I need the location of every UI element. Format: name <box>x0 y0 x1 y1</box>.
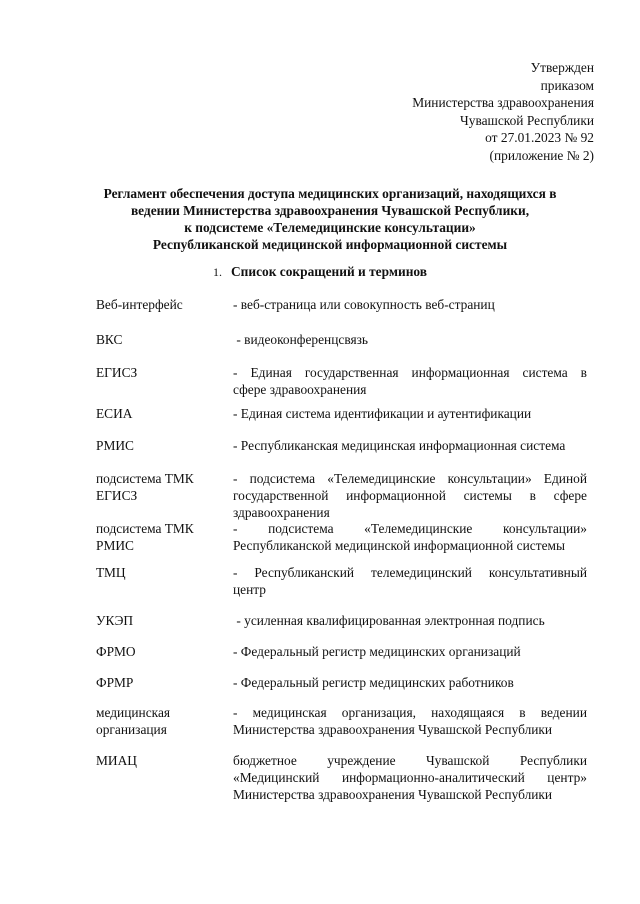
approval-line: приказом <box>540 77 594 93</box>
glossary-definition <box>233 564 587 598</box>
glossary-definition <box>233 331 587 348</box>
definition-line: - подсистема «Телемедицинские консультации» <box>233 521 587 536</box>
title-line: Регламент обеспечения доступа медицинских организаций, находящихся в <box>103 186 557 201</box>
definition-line: - Республиканская медицинская информационная система <box>233 438 566 453</box>
glossary-term <box>96 674 216 691</box>
definition-line: - видеоконференцсвязь <box>233 332 369 347</box>
glossary-definition <box>233 364 587 398</box>
definition-line: здравоохранения <box>233 505 330 520</box>
approval-line: Министерства здравоохранения <box>412 95 594 110</box>
definition-line: - усиленная квалифицированная электронная подпись <box>233 613 545 628</box>
definition-line: - Федеральный регистр медицинских организаций <box>233 644 521 659</box>
definition-line: - Единая система идентификации и аутентификации <box>233 406 532 421</box>
definition-line: - веб-страница или совокупность веб-страниц <box>233 297 495 312</box>
title-line: ведении Министерства здравоохранения Чувашской Республики, <box>130 203 530 218</box>
glossary-definition <box>233 674 587 691</box>
term-line: ФРМР <box>96 675 134 690</box>
definition-line: Республиканской медицинской информационной системы <box>233 538 565 553</box>
title-line: к подсистеме «Телемедицинские консультации» <box>184 220 476 235</box>
glossary-definition <box>233 752 587 803</box>
definition-line: Министерства здравоохранения Чувашской Республики <box>233 722 553 737</box>
section-title: Список сокращений и терминов <box>230 264 427 279</box>
glossary-definition <box>233 520 587 554</box>
definition-line: центр <box>233 582 266 597</box>
definition-line: - медицинская организация, находящаяся в ведении <box>233 705 587 720</box>
term-line: РМИС <box>96 438 134 453</box>
term-line: подсистема ТМК <box>96 521 194 536</box>
definition-line: - Единая государственная информационная система в <box>233 365 587 380</box>
term-line: Веб-интерфейс <box>96 297 183 312</box>
section-number: 1. <box>212 265 222 279</box>
approval-line: (приложение № 2) <box>489 147 594 163</box>
glossary-definition <box>233 296 587 313</box>
glossary-definition <box>233 612 587 629</box>
glossary-term <box>96 520 216 554</box>
glossary-term <box>96 405 216 422</box>
term-line: ВКС <box>96 332 123 347</box>
glossary-term <box>96 643 216 660</box>
definition-line: бюджетное учреждение Чувашской Республики <box>233 753 587 768</box>
glossary-term <box>96 364 216 381</box>
glossary-definition <box>233 437 587 454</box>
glossary-definition <box>233 643 587 660</box>
definition-line: сфере здравоохранения <box>233 382 367 397</box>
approval-line: от 27.01.2023 № 92 <box>485 130 594 145</box>
term-line: ФРМО <box>96 644 136 659</box>
glossary-term <box>96 752 216 769</box>
definition-line: «Медицинский информационно-аналитический центр» <box>233 770 587 785</box>
title-line: Республиканской медицинской информационной системы <box>152 237 508 252</box>
term-line: организация <box>96 722 167 737</box>
approval-line: Утвержден <box>530 60 594 75</box>
glossary-definition <box>233 470 587 521</box>
definition-line: Министерства здравоохранения Чувашской Республики <box>233 787 553 802</box>
glossary-definition <box>233 405 587 422</box>
glossary-term <box>96 331 216 348</box>
approval-block <box>412 59 594 164</box>
definition-line: - Федеральный регистр медицинских работников <box>233 675 514 690</box>
term-line: ЕГИСЗ <box>96 488 138 503</box>
term-line: медицинская <box>96 705 171 720</box>
term-line: ЕГИСЗ <box>96 365 138 380</box>
approval-line: Чувашской Республики <box>460 112 594 128</box>
glossary-definition <box>233 704 587 738</box>
glossary-term <box>96 612 216 629</box>
term-line: МИАЦ <box>96 753 137 768</box>
term-line: подсистема ТМК <box>96 471 194 486</box>
term-line: ЕСИА <box>96 406 133 421</box>
glossary-term <box>96 564 216 581</box>
glossary-term <box>96 296 216 313</box>
glossary-term <box>96 437 216 454</box>
glossary-term <box>96 470 216 504</box>
term-line: УКЭП <box>96 613 134 628</box>
glossary-term <box>96 704 216 738</box>
term-line: ТМЦ <box>96 565 126 580</box>
definition-line: - Республиканский телемедицинский консультативный <box>233 565 587 580</box>
document-title <box>60 185 600 253</box>
definition-line: государственной информационной системы в сфере <box>233 488 587 503</box>
term-line: РМИС <box>96 538 134 553</box>
definition-line: - подсистема «Телемедицинские консультации» Единой <box>233 471 587 486</box>
section-heading <box>0 264 640 280</box>
